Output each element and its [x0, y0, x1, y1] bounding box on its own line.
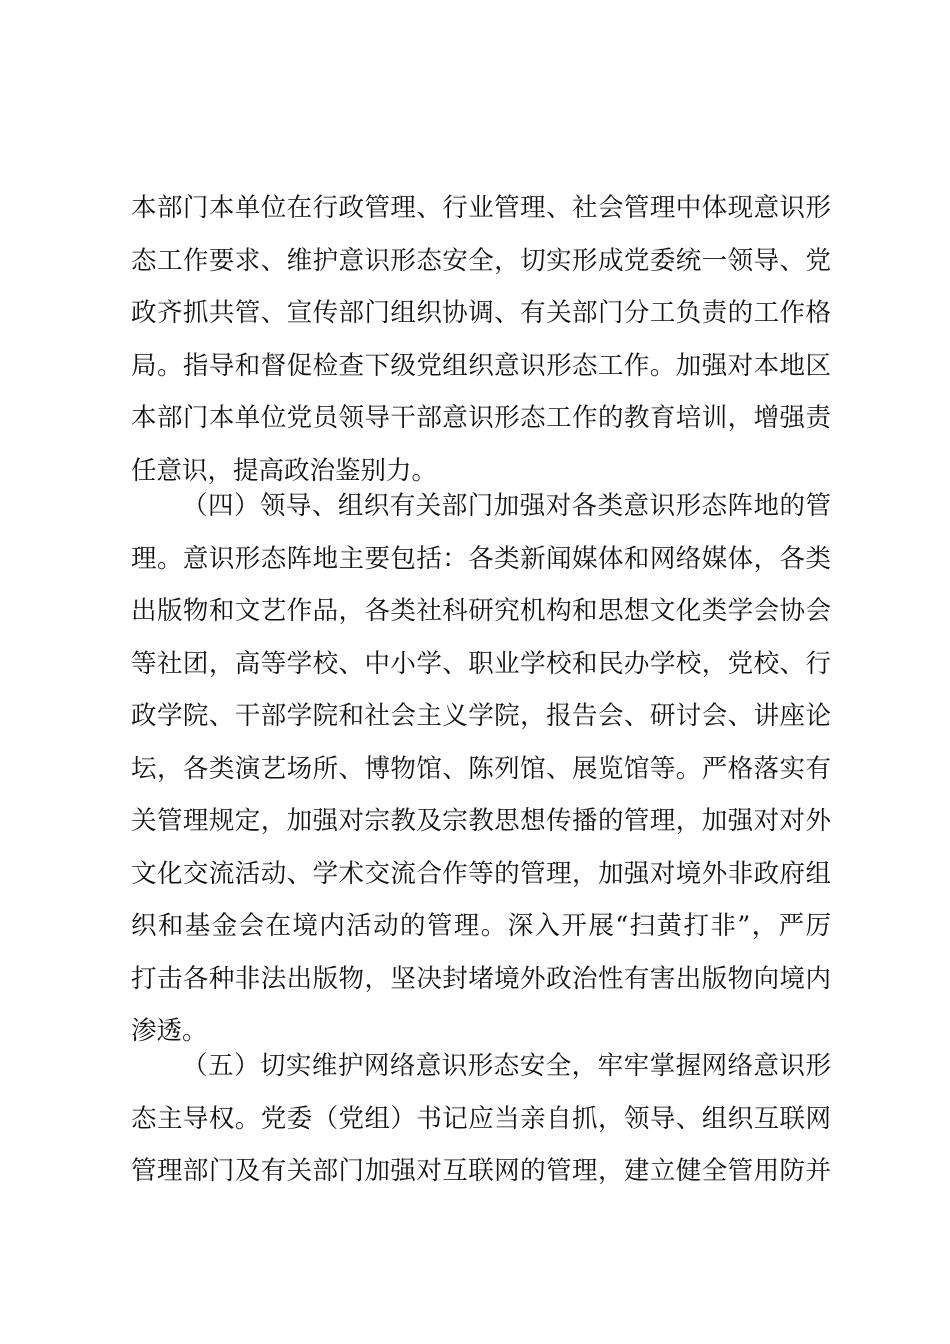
text-line: 坛，各类演艺场所、博物馆、陈列馆、展览馆等。严格落实有: [131, 753, 831, 784]
text-line: （四）领导、组织有关部门加强对各类意识形态阵地的管: [182, 491, 831, 521]
text-line: 政齐抓共管、宣传部门组织协调、有关部门分工负责的工作格: [131, 298, 831, 328]
paragraph-section-four: [131, 480, 831, 1058]
text-line: 任意识，提高政治鉴别力。: [131, 455, 438, 486]
text-line: 态工作要求、维护意识形态安全，切实形成党委统一领导、党: [131, 245, 831, 276]
text-line: 出版物和文艺作品，各类社科研究机构和思想文化类学会协会: [131, 596, 831, 626]
text-line: 文化交流活动、学术交流合作等的管理，加强对境外非政府组: [131, 858, 831, 889]
text-line: （五）切实维护网络意识形态安全，牢牢掌握网络意识形: [182, 1051, 831, 1081]
text-line: 等社团，高等学校、中小学、职业学校和民办学校，党校、行: [131, 648, 831, 679]
paragraph-continuation: [131, 182, 831, 497]
text-line: 局。指导和督促检查下级党组织意识形态工作。加强对本地区: [131, 350, 831, 381]
text-line: 本部门本单位在行政管理、行业管理、社会管理中体现意识形: [131, 193, 831, 223]
text-line: 政学院、干部学院和社会主义学院，报告会、研讨会、讲座论: [131, 701, 831, 731]
text-line: 态主导权。党委（党组）书记应当亲自抓，领导、组织互联网: [131, 1103, 831, 1134]
text-line: 渗透。: [131, 1016, 208, 1046]
text-line: 关管理规定，加强对宗教及宗教思想传播的管理，加强对对外: [131, 806, 831, 836]
text-line: 本部门本单位党员领导干部意识形态工作的教育培训，增强责: [131, 403, 831, 433]
paragraph-section-five: [131, 1040, 831, 1198]
text-line: 织和基金会在境内活动的管理。深入开展“扫黄打非”，严厉: [131, 911, 831, 941]
text-line: 管理部门及有关部门加强对互联网的管理，建立健全管用防并: [131, 1156, 831, 1186]
text-line: 打击各种非法出版物，坚决封堵境外政治性有害出版物向境内: [131, 963, 831, 994]
text-line: 理。意识形态阵地主要包括：各类新闻媒体和网络媒体，各类: [131, 543, 831, 574]
